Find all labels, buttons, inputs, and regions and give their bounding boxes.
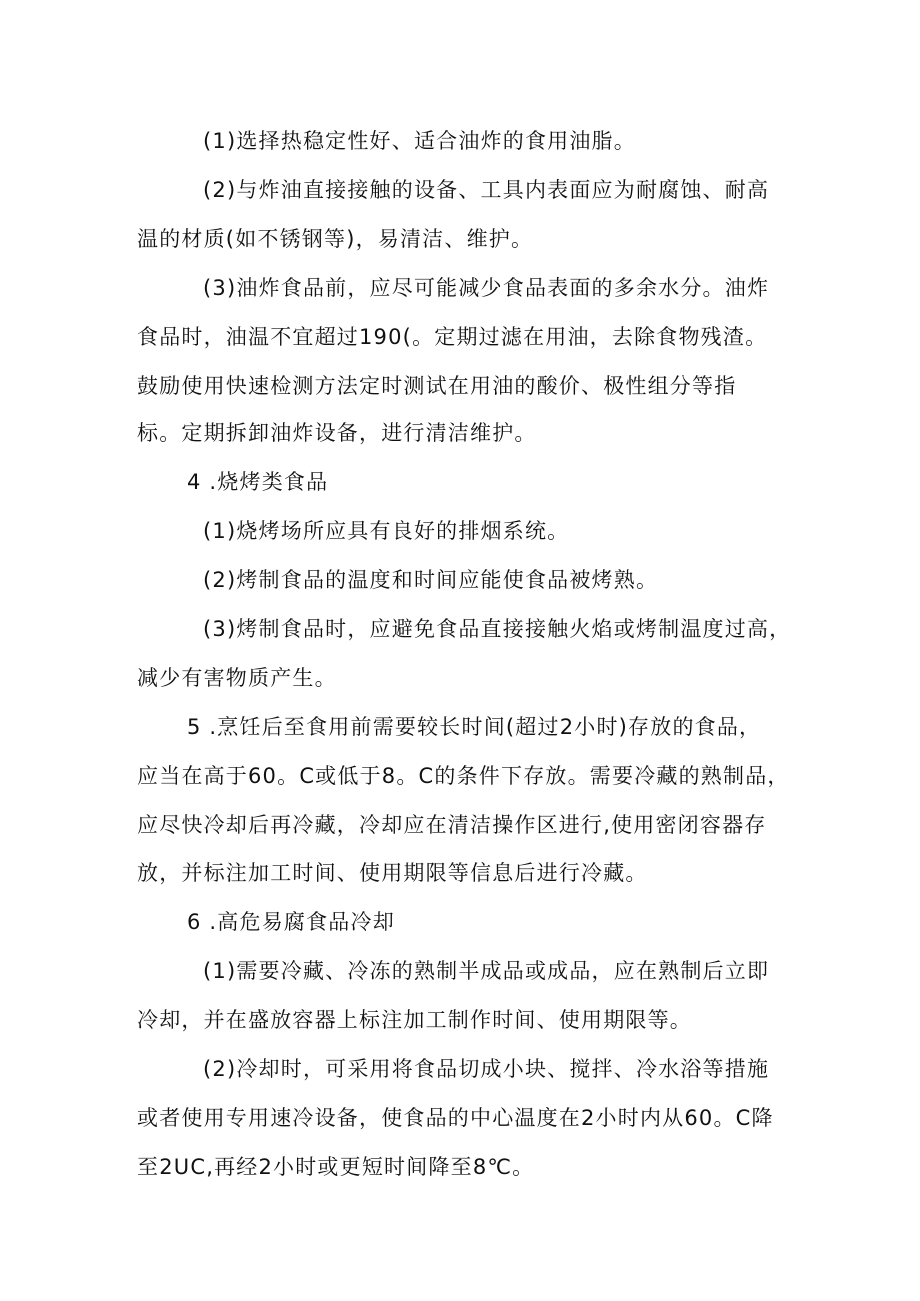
section-6-heading: 6 .高危易腐食品冷却 bbox=[187, 910, 395, 934]
frying-item-2-line-1: (2)与炸油直接接触的设备、工具内表面应为耐腐蚀、耐高 bbox=[203, 178, 770, 202]
frying-item-2-line-2: 温的材质(如不锈钢等)，易清洁、维护。 bbox=[137, 227, 534, 251]
section-5-line-3: 应尽快冷却后再冷藏，冷却应在清洁操作区进行,使用密闭容器存 bbox=[137, 813, 767, 837]
section-5-line-2: 应当在高于60。C或低于8。C的条件下存放。需要冷藏的熟制品， bbox=[137, 764, 790, 788]
frying-item-1: (1)选择热稳定性好、适合油炸的食用油脂。 bbox=[203, 129, 636, 153]
grilling-item-1: (1)烧烤场所应具有良好的排烟系统。 bbox=[203, 519, 570, 543]
frying-item-3-line-4: 标。定期拆卸油炸设备，进行清洁维护。 bbox=[137, 421, 537, 445]
cooling-item-1-line-1: (1)需要冷藏、冷冻的熟制半成品或成品，应在熟制后立即 bbox=[203, 959, 770, 983]
section-5-line-1: 5 .烹饪后至食用前需要较长时间(超过2小时)存放的食品， bbox=[187, 715, 762, 739]
grilling-item-3-line-2: 减少有害物质产生。 bbox=[137, 666, 337, 690]
section-5-line-4: 放，并标注加工时间、使用期限等信息后进行冷藏。 bbox=[137, 861, 648, 885]
frying-item-3-line-1: (3)油炸食品前，应尽可能减少食品表面的多余水分。油炸 bbox=[203, 276, 770, 300]
grilling-item-3-line-1: (3)烤制食品时，应避免食品直接接触火焰或烤制温度过高， bbox=[203, 617, 792, 641]
cooling-item-2-line-3: 至2UC,再经2小时或更短时间降至8℃。 bbox=[137, 1155, 535, 1179]
frying-item-3-line-3: 鼓励使用快速检测方法定时测试在用油的酸价、极性组分等指 bbox=[137, 374, 737, 398]
section-4-heading: 4 .烧烤类食品 bbox=[187, 470, 329, 494]
cooling-item-1-line-2: 冷却，并在盛放容器上标注加工制作时间、使用期限等。 bbox=[137, 1008, 692, 1032]
grilling-item-2: (2)烤制食品的温度和时间应能使食品被烤熟。 bbox=[203, 568, 659, 592]
cooling-item-2-line-1: (2)冷却时，可采用将食品切成小块、搅拌、冷水浴等措施 bbox=[203, 1057, 770, 1081]
cooling-item-2-line-2: 或者使用专用速冷设备，使食品的中心温度在2小时内从60。C降 bbox=[137, 1106, 774, 1130]
frying-item-3-line-2: 食品时，油温不宜超过190(。定期过滤在用油，去除食物残渣。 bbox=[137, 325, 768, 349]
